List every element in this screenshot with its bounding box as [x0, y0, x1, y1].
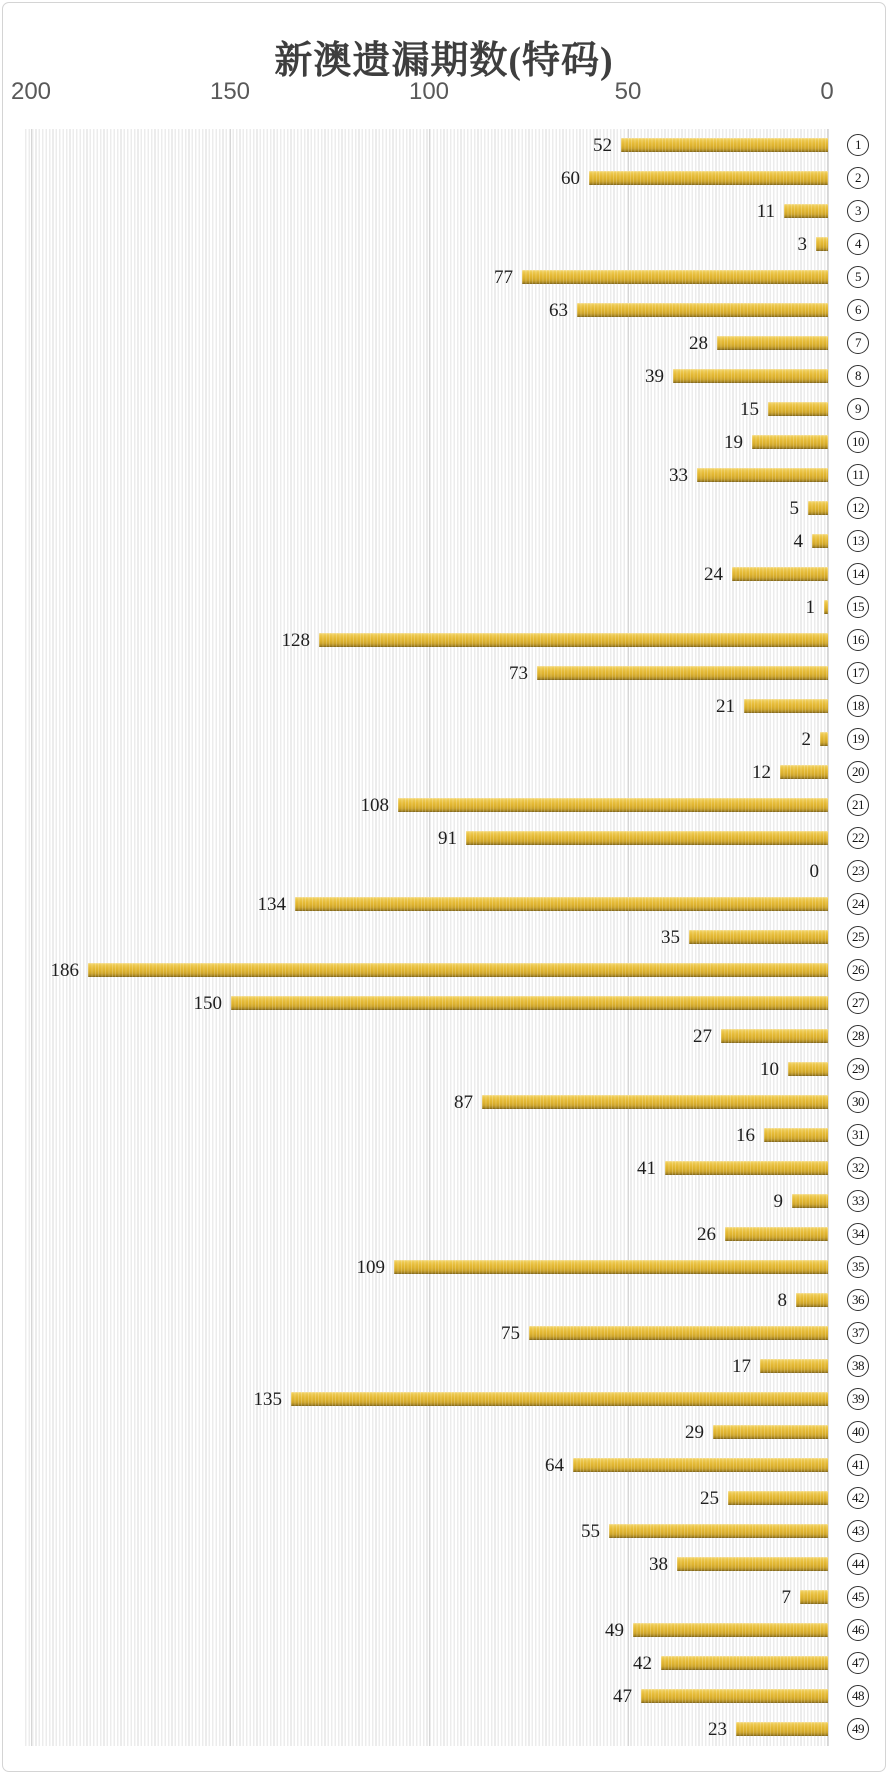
bar-row — [25, 1680, 864, 1713]
bar — [721, 1029, 828, 1043]
x-tick-label: 200 — [10, 78, 52, 105]
category-number-badge: 46 — [847, 1619, 869, 1641]
bar-value-label: 77 — [494, 267, 513, 288]
bar-row — [25, 492, 864, 525]
category-number-badge: 21 — [847, 794, 869, 816]
category-number-badge: 1 — [847, 134, 869, 156]
bar-row — [25, 1581, 864, 1614]
bar-value-label: 10 — [760, 1059, 779, 1080]
bar-value-label: 21 — [716, 696, 735, 717]
bar-row — [25, 1152, 864, 1185]
x-tick-label: 150 — [209, 78, 251, 105]
bar-row — [25, 360, 861, 393]
bar-row — [25, 657, 864, 690]
bar-row — [25, 888, 864, 921]
category-number-badge: 22 — [847, 827, 869, 849]
bar-row — [25, 1020, 864, 1053]
bar-value-label: 19 — [724, 432, 743, 453]
bar-row — [25, 1185, 864, 1218]
bar-row — [25, 723, 864, 756]
bar-row — [25, 195, 861, 228]
bar-value-label: 39 — [645, 366, 664, 387]
bar-row — [25, 1713, 864, 1746]
bar-value-label: 47 — [613, 1686, 632, 1707]
bar-value-label: 73 — [509, 663, 528, 684]
bar — [291, 1392, 828, 1406]
bar-value-label: 5 — [789, 498, 799, 519]
category-number-badge: 14 — [847, 563, 869, 585]
bar-row — [25, 954, 864, 987]
bar-value-label: 27 — [693, 1026, 712, 1047]
bar — [661, 1656, 828, 1670]
bar — [812, 534, 828, 548]
bar-row — [25, 129, 861, 162]
bar-value-label: 75 — [501, 1323, 520, 1344]
bar-value-label: 49 — [605, 1620, 624, 1641]
bar — [736, 1722, 828, 1736]
bar-value-label: 2 — [801, 729, 811, 750]
category-number-badge: 12 — [847, 497, 869, 519]
category-number-badge: 32 — [847, 1157, 869, 1179]
bar-row — [25, 1515, 864, 1548]
bar-row — [25, 987, 864, 1020]
bar-row — [25, 690, 864, 723]
bar-value-label: 109 — [356, 1257, 385, 1278]
category-number-badge: 3 — [847, 200, 869, 222]
bar-row — [25, 1053, 864, 1086]
category-number-badge: 26 — [847, 959, 869, 981]
category-number-badge: 10 — [847, 431, 869, 453]
category-number-badge: 16 — [847, 629, 869, 651]
bar-value-label: 186 — [50, 960, 79, 981]
bar-row — [25, 558, 864, 591]
bar-value-label: 38 — [649, 1554, 668, 1575]
bar-value-label: 23 — [708, 1719, 727, 1740]
category-number-badge: 25 — [847, 926, 869, 948]
category-number-badge: 39 — [847, 1388, 869, 1410]
bar — [673, 369, 828, 383]
bar-row — [25, 426, 864, 459]
bar-value-label: 25 — [700, 1488, 719, 1509]
category-number-badge: 29 — [847, 1058, 869, 1080]
bar — [780, 765, 828, 779]
bar — [820, 732, 828, 746]
bar — [816, 237, 828, 251]
bar — [764, 1128, 828, 1142]
category-number-badge: 13 — [847, 530, 869, 552]
bar — [577, 303, 828, 317]
category-number-badge: 24 — [847, 893, 869, 915]
bar-value-label: 8 — [777, 1290, 787, 1311]
category-number-badge: 27 — [847, 992, 869, 1014]
bar-value-label: 52 — [593, 135, 612, 156]
bar — [529, 1326, 828, 1340]
bar — [752, 435, 828, 449]
bar-row — [25, 525, 864, 558]
bar-row — [25, 789, 864, 822]
bar-row — [25, 1086, 864, 1119]
bar-row — [25, 756, 864, 789]
bar-value-label: 87 — [454, 1092, 473, 1113]
bar — [689, 930, 828, 944]
category-number-badge: 44 — [847, 1553, 869, 1575]
bar-row — [25, 1350, 864, 1383]
category-number-badge: 43 — [847, 1520, 869, 1542]
x-tick-label: 0 — [820, 78, 834, 105]
bar-row — [25, 393, 861, 426]
bar-value-label: 134 — [257, 894, 286, 915]
bar — [522, 270, 828, 284]
bar — [697, 468, 828, 482]
bar-value-label: 55 — [581, 1521, 600, 1542]
bar-value-label: 42 — [633, 1653, 652, 1674]
bar — [768, 402, 828, 416]
bar — [295, 897, 828, 911]
bar-value-label: 41 — [637, 1158, 656, 1179]
bar — [725, 1227, 828, 1241]
bar-value-label: 12 — [752, 762, 771, 783]
category-number-badge: 11 — [847, 464, 869, 486]
category-number-badge: 40 — [847, 1421, 869, 1443]
bar-value-label: 0 — [809, 861, 819, 882]
bar-value-label: 11 — [756, 201, 775, 222]
bar-row — [25, 1416, 864, 1449]
bar-value-label: 35 — [661, 927, 680, 948]
category-number-badge: 7 — [847, 332, 869, 354]
bar-row — [25, 1614, 864, 1647]
bar-value-label: 7 — [781, 1587, 791, 1608]
category-number-badge: 2 — [847, 167, 869, 189]
category-number-badge: 5 — [847, 266, 869, 288]
bar-value-label: 64 — [545, 1455, 564, 1476]
bar-row — [25, 1548, 864, 1581]
category-number-badge: 35 — [847, 1256, 869, 1278]
bar — [800, 1590, 828, 1604]
category-number-badge: 19 — [847, 728, 869, 750]
category-number-badge: 48 — [847, 1685, 869, 1707]
bar — [482, 1095, 828, 1109]
bar — [788, 1062, 828, 1076]
category-number-badge: 6 — [847, 299, 869, 321]
category-number-badge: 34 — [847, 1223, 869, 1245]
category-number-badge: 18 — [847, 695, 869, 717]
bar-row — [25, 855, 864, 888]
x-tick-label: 100 — [408, 78, 450, 105]
bar — [665, 1161, 828, 1175]
bar-row — [25, 1119, 864, 1152]
bar-row — [25, 1284, 864, 1317]
category-number-badge: 49 — [847, 1718, 869, 1740]
bar — [796, 1293, 828, 1307]
bar-row — [25, 921, 864, 954]
bar — [466, 831, 828, 845]
bar-value-label: 15 — [740, 399, 759, 420]
bar-value-label: 33 — [669, 465, 688, 486]
bar-value-label: 16 — [736, 1125, 755, 1146]
bar — [537, 666, 828, 680]
category-number-badge: 17 — [847, 662, 869, 684]
bar — [398, 798, 828, 812]
bar — [713, 1425, 828, 1439]
bar-value-label: 29 — [685, 1422, 704, 1443]
bar-value-label: 63 — [549, 300, 568, 321]
category-number-badge: 15 — [847, 596, 869, 618]
bar-row — [25, 459, 864, 492]
bar-row — [25, 591, 864, 624]
bar-value-label: 26 — [697, 1224, 716, 1245]
bar-value-label: 91 — [438, 828, 457, 849]
category-number-badge: 4 — [847, 233, 869, 255]
bar-row — [25, 294, 861, 327]
bar — [641, 1689, 828, 1703]
bar — [792, 1194, 828, 1208]
bar — [231, 996, 828, 1010]
bar-row — [25, 327, 861, 360]
category-number-badge: 41 — [847, 1454, 869, 1476]
category-number-badge: 37 — [847, 1322, 869, 1344]
bar — [760, 1359, 828, 1373]
bar — [88, 963, 828, 977]
bar-row — [25, 1482, 864, 1515]
bar-row — [25, 1251, 864, 1284]
bar — [319, 633, 828, 647]
category-number-badge: 23 — [847, 860, 869, 882]
bar — [677, 1557, 828, 1571]
category-number-badge: 45 — [847, 1586, 869, 1608]
x-axis — [0, 74, 888, 110]
bar — [808, 501, 828, 515]
category-number-badge: 42 — [847, 1487, 869, 1509]
category-number-badge: 28 — [847, 1025, 869, 1047]
bar-row — [25, 162, 861, 195]
bar — [621, 138, 828, 152]
category-number-badge: 8 — [847, 365, 869, 387]
bar — [744, 699, 828, 713]
category-number-badge: 20 — [847, 761, 869, 783]
category-number-badge: 30 — [847, 1091, 869, 1113]
bar-row — [25, 624, 864, 657]
bar-value-label: 17 — [732, 1356, 751, 1377]
bar — [633, 1623, 828, 1637]
category-number-badge: 36 — [847, 1289, 869, 1311]
bar-value-label: 135 — [253, 1389, 282, 1410]
category-number-badge: 9 — [847, 398, 869, 420]
bar-row — [25, 261, 861, 294]
bar-value-label: 60 — [561, 168, 580, 189]
bar-row — [25, 1449, 864, 1482]
chart-title: 新澳遗漏期数(特码) — [274, 40, 614, 83]
bar-value-label: 1 — [805, 597, 815, 618]
bar — [732, 567, 828, 581]
bar-value-label: 28 — [689, 333, 708, 354]
bar-value-label: 24 — [704, 564, 723, 585]
bar-value-label: 9 — [773, 1191, 783, 1212]
bar-row — [25, 822, 864, 855]
bar — [394, 1260, 828, 1274]
bar-row — [25, 1218, 864, 1251]
bar — [589, 171, 828, 185]
bar-value-label: 128 — [281, 630, 310, 651]
bar-row — [25, 228, 861, 261]
bar — [728, 1491, 828, 1505]
bar — [784, 204, 828, 218]
category-number-badge: 31 — [847, 1124, 869, 1146]
bar-row — [25, 1647, 864, 1680]
plot-area — [25, 129, 864, 1746]
bar-value-label: 150 — [193, 993, 222, 1014]
bar-value-label: 4 — [793, 531, 803, 552]
category-number-badge: 38 — [847, 1355, 869, 1377]
bar-value-label: 3 — [797, 234, 807, 255]
bar-row — [25, 1317, 864, 1350]
bar-value-label: 108 — [360, 795, 389, 816]
category-number-badge: 33 — [847, 1190, 869, 1212]
bar — [717, 336, 828, 350]
x-tick-label: 50 — [614, 78, 642, 105]
category-number-badge: 47 — [847, 1652, 869, 1674]
bar-row — [25, 1383, 864, 1416]
bar — [573, 1458, 828, 1472]
bar — [609, 1524, 828, 1538]
bar — [824, 600, 828, 614]
